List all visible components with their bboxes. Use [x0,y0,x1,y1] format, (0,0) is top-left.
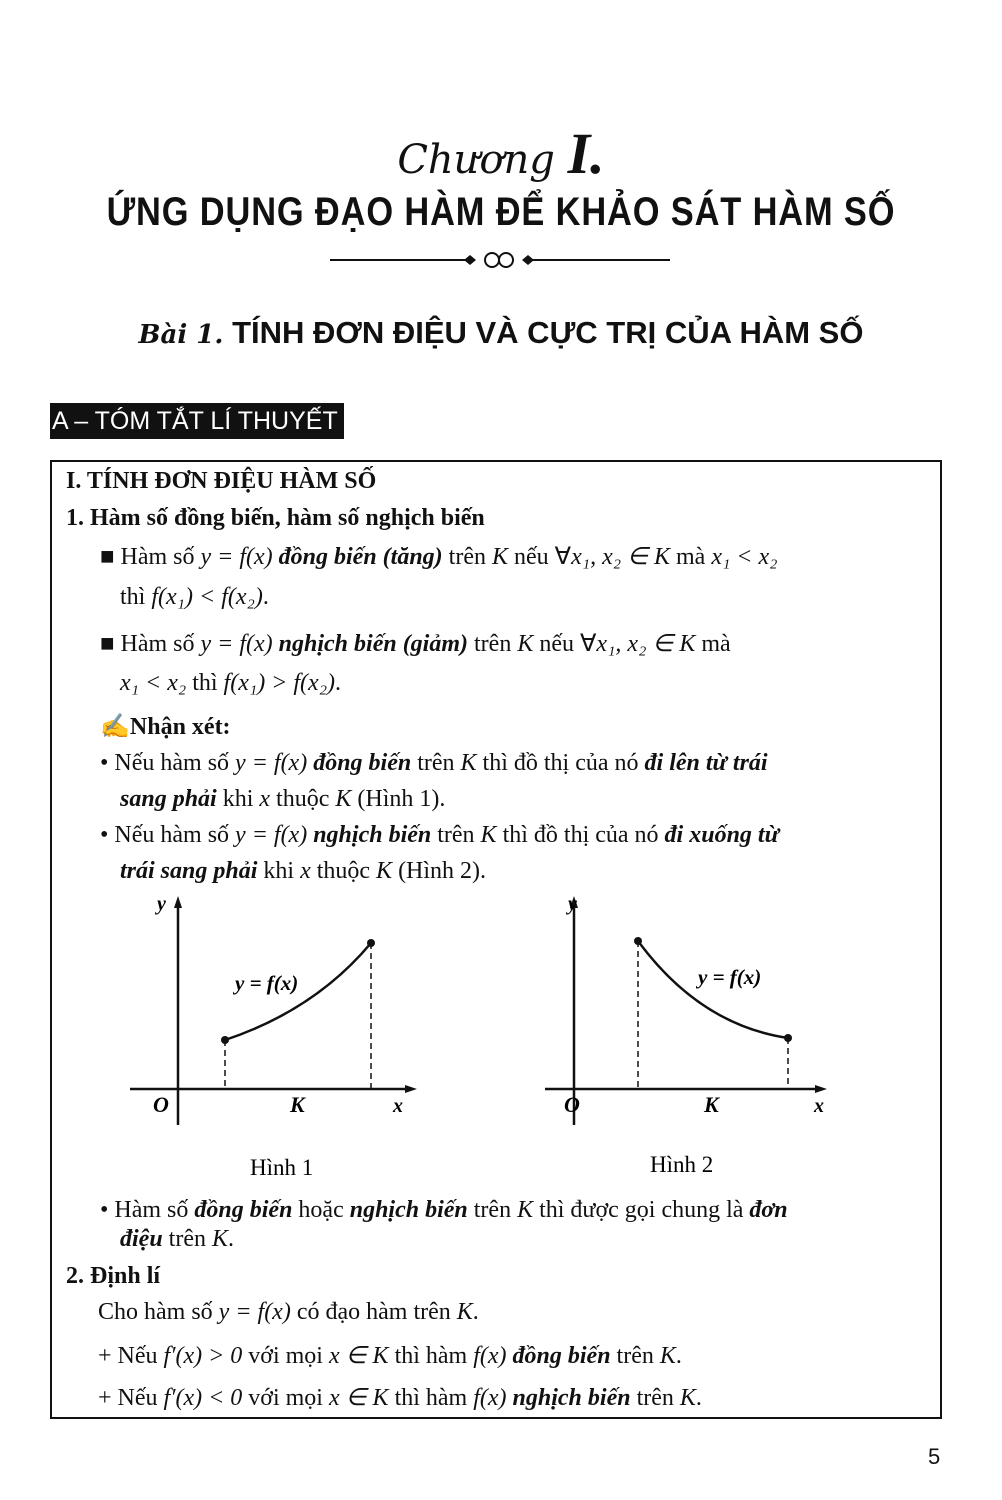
text-run: trên [468,631,518,657]
text-run: thì [120,584,152,610]
text-run: . [472,1299,479,1325]
text-line [120,786,445,813]
text-run: f(x₁) < f(x₂) [151,584,263,610]
text-run: x [300,858,311,884]
text-line [100,750,768,777]
text-run: K [659,1343,676,1369]
text-line [66,505,485,532]
text-run: khi [257,858,301,884]
text-line [100,542,778,571]
text-run: K [376,858,393,884]
text-run: ✍Nhận xét: [100,714,231,740]
text-run: Cho hàm số [98,1299,219,1325]
text-run: K [491,544,508,570]
figure-2 [540,890,840,1190]
x-label: x [393,1095,403,1117]
figure-1 [125,890,425,1190]
chapter-title: ỨNG DỤNG ĐẠO HÀM ĐỂ KHẢO SÁT HÀM SỐ [106,190,896,234]
text-run: • Hàm số [100,1197,195,1223]
text-run: f′(x) < 0 [163,1385,243,1411]
chapter-heading [0,120,1002,187]
interval-label: K [704,1092,719,1117]
text-run: 2. Định lí [66,1263,161,1289]
text-run: đồng biến [313,750,412,776]
text-run: trên [610,1343,660,1369]
origin-label: O [564,1092,580,1117]
text-line [98,1383,702,1412]
interval-label: K [290,1092,305,1117]
text-run: K [460,750,477,776]
text-run: x₁ < x₂ [120,670,187,696]
text-run: nghịch biến (giảm) [278,631,469,657]
text-run: có đạo hàm trên [290,1299,457,1325]
text-run: K [480,822,497,848]
figure-caption: Hình 2 [650,1152,714,1177]
text-run: x ∈ K [328,1343,389,1369]
text-run: f′(x) > 0 [163,1343,243,1369]
text-run: hoặc [292,1197,350,1223]
text-run: f(x₁) > f(x₂) [223,670,336,696]
text-run: thuộc [270,786,336,812]
text-run: trên [630,1385,680,1411]
text-run: trên [431,822,481,848]
text-run: trên [411,750,461,776]
page-number: 5 [928,1444,941,1469]
text-run: f(x) [473,1343,507,1369]
text-run: đơn [749,1197,788,1223]
text-run: khi [216,786,260,812]
text-line [120,1226,234,1253]
text-run: (Hình 2). [392,858,487,884]
text-run: nghịch biến [512,1385,631,1411]
text-run: K [335,786,352,812]
text-run: nghịch biến [349,1197,468,1223]
text-run: đi xuống từ [664,822,779,848]
text-line [66,468,376,495]
text-run: đồng biến [194,1197,293,1223]
text-run: 1. Hàm số đồng biến, hàm số nghịch biến [66,505,485,531]
text-run: đồng biến [512,1343,611,1369]
text-run: + Nếu [98,1385,164,1411]
text-run: thì [186,670,224,696]
text-line [120,858,486,885]
text-run: mà [669,544,712,570]
text-run: với mọi [242,1343,329,1369]
text-run: K [211,1226,228,1252]
lesson-prefix: Bài 1. [138,320,224,350]
figure-caption: Hình 1 [250,1155,314,1180]
text-run: điệu [120,1226,163,1252]
text-line [100,712,231,741]
chapter-number: I. [567,121,605,186]
text-run: y = f(x) [235,750,308,776]
text-run: trên [162,1226,212,1252]
text-run: . [675,1343,682,1369]
text-line [100,822,779,849]
text-run: nghịch biến [313,822,432,848]
text-line [120,670,341,697]
text-run: ■ Hàm số [100,631,201,657]
text-run: thì đồ thị của nó [476,750,645,776]
text-run: K [517,1197,534,1223]
text-run: thì đồ thị của nó [496,822,665,848]
text-line [120,584,269,611]
text-line [98,1341,682,1370]
text-run: y = f(x) [200,631,273,657]
text-run: . [262,584,269,610]
text-run: . [335,670,342,696]
text-run: x₁, x₂ ∈ K [596,631,696,657]
text-run: • Nếu hàm số [100,750,236,776]
curve-label: y = f(x) [235,971,299,995]
text-run: y = f(x) [200,544,273,570]
text-run: x₁ < x₂ [711,544,778,570]
text-run: y = f(x) [235,822,308,848]
text-run: x [259,786,271,812]
text-run: . [228,1226,234,1252]
text-run: ■ Hàm số [100,544,201,570]
decreasing-curve [638,941,788,1038]
text-run: • Nếu hàm số [100,822,236,848]
text-run: đi lên từ trái [644,750,768,776]
text-run: K [679,1385,696,1411]
text-run: sang phải [120,786,217,812]
chapter-prefix: Chương [397,137,555,183]
text-line [98,1299,479,1326]
text-run: (Hình 1). [351,786,446,812]
text-run: + Nếu [98,1343,164,1369]
text-run: thuộc [310,858,377,884]
origin-label: O [153,1092,169,1117]
x-label: x [814,1095,824,1117]
text-run: x₁, x₂ ∈ K [571,544,670,570]
section-label: A – TÓM TẮT LÍ THUYẾT [50,403,344,439]
text-run: trên [467,1197,518,1223]
text-run: nếu ∀ [508,544,572,570]
text-line [100,1197,788,1224]
text-run: với mọi [242,1385,329,1411]
curve-label: y = f(x) [698,965,762,989]
ornament-divider [330,250,670,270]
text-run: f(x) [473,1385,507,1411]
text-run: mà [695,631,731,657]
lesson-title: TÍNH ĐƠN ĐIỆU VÀ CỰC TRỊ CỦA HÀM SỐ [232,315,864,350]
text-run: K [456,1299,473,1325]
text-run: K [517,631,534,657]
text-line [66,1263,160,1290]
text-run: thì được gọi chung là [533,1197,750,1223]
text-run: . [695,1385,702,1411]
text-run: đồng biến (tăng) [278,544,443,570]
text-run: I. TÍNH ĐƠN ĐIỆU HÀM SỐ [66,468,377,494]
text-run: trái sang phải [120,858,258,884]
text-run: trên [442,544,492,570]
text-run: y = f(x) [218,1299,291,1325]
y-label: y [157,893,166,915]
text-run: x ∈ K [328,1385,389,1411]
text-run: thì hàm [388,1385,474,1411]
y-label: y [568,893,577,915]
text-run: thì hàm [388,1343,474,1369]
lesson-heading [0,315,1002,351]
text-run: nếu ∀ [533,631,597,657]
text-line [100,629,731,658]
